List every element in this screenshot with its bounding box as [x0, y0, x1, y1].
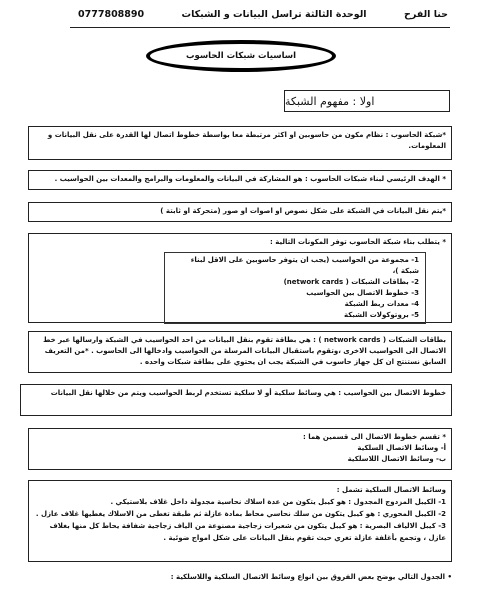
components-box — [28, 233, 452, 323]
footer-bullet — [44, 573, 452, 581]
header-unit: الوحدة الثالثة تراسل البيانات و الشبكات — [181, 9, 367, 20]
line-type-item: أ- وسائط الاتصال السلكية — [357, 444, 446, 452]
header-author: حنا الفرح — [403, 9, 448, 20]
page-header — [78, 9, 448, 25]
communication-lines-text: خطوط الاتصال بين الحواسيب : هي وسائط سلكية أو لا سلكية تستخدم لربط الحواسيب ويتم من خلالها نقل البيانات — [50, 389, 446, 397]
footer-bullet-text: • الجدول التالي يوضح بعض الفروق بين انواع وسائط الاتصال السلكية واللاسلكية : — [170, 573, 452, 581]
section-title — [284, 90, 450, 112]
wired-media-item: 3- كيبل الالياف البصرية : هو كيبل يتكون من شعيرات زجاجية مصنوعة من الياف زجاجية شفافة يحاط كل منها بغلاف عازل ، وتجمع بأغلفة عازلة تغري حيث تقوم بنقل البيانات على شكل امواج ضوئية . — [49, 522, 446, 542]
section-title-text: اولا : مفهوم الشبكة — [285, 94, 375, 108]
title-oval — [146, 40, 336, 72]
network-card-box — [28, 331, 452, 373]
wired-media-box — [28, 480, 452, 562]
data-transfer-box — [28, 202, 452, 222]
header-divider — [70, 27, 450, 28]
line-type-item: ب- وسائط الاتصال اللاسلكية — [347, 455, 446, 463]
component-item: 2- بطاقات الشبكات ( network cards) — [283, 278, 419, 286]
definition-box — [28, 126, 452, 160]
data-transfer-text: *يتم نقل البيانات في الشبكة على شكل نصوص او اصوات او صور (متحركة او ثابتة ) — [160, 207, 446, 215]
line-types-box — [28, 428, 452, 470]
components-intro: * يتطلب بناء شبكة الحاسوب توفر المكونات التالية : — [270, 238, 446, 246]
goal-box — [28, 170, 452, 190]
wired-media-item: 1- الكيبل المزدوج المجدول : هو كيبل يتكون من عدة اسلاك نحاسية مجدولة داخل غلاف بلاستيكي . — [110, 498, 446, 506]
goal-text: * الهدف الرئيسي لبناء شبكات الحاسوب : هو المشاركة في البيانات والمعلومات والبرامج والمعدات بين الحواسيب . — [54, 175, 446, 183]
component-item: 3- خطوط الاتصال بين الحواسيب — [306, 289, 419, 297]
communication-lines-box — [20, 384, 452, 416]
header-phone: 0777808890 — [78, 9, 145, 20]
network-card-text: بطاقات الشبكات ( network cards ) : هي بطاقة تقوم بنقل البيانات من احد الحواسيب في الشبكة وارسالها عبر خط الاتصال الى الحواسيب الاخرى ،وتقوم باستقبال البيانات المرسلة من الحواسيب وادخالها الى الحاسوب . *من التعريف السابق نستنتج ان كل جهاز حاسوب في الشبكة يجب ان يحتوي على بطاقة شبكات واحده . — [43, 336, 446, 366]
title-oval-text: اساسيات شبكات الحاسوب — [185, 51, 297, 61]
components-list — [164, 252, 426, 324]
component-item: 4- معدات ربط الشبكة — [344, 300, 419, 308]
definition-text: *شبكة الحاسوب : نظام مكون من حاسوبين او اكثر مرتبطة معا بواسطة خطوط اتصال لها القدرة على نقل البيانات و المعلومات. — [47, 131, 446, 150]
component-item: 1- مجموعة من الحواسيب (يجب ان يتوفر حاسوبين على الاقل لبناء شبكة )، — [190, 256, 419, 275]
wired-media-intro: وسائط الاتصال السلكية تشمل : — [336, 486, 446, 494]
line-types-intro: * تقسم خطوط الاتصال الى قسمين هما : — [302, 433, 446, 441]
wired-media-item: 2- الكيبل المحوري : هو كيبل يتكون من سلك نحاسي محاط بمادة عازلة ثم طبقة تغطى من الاسلاك يغطيها غلاف عازل . — [35, 510, 446, 518]
component-item: 5- بروتوكولات الشبكة — [343, 311, 419, 319]
